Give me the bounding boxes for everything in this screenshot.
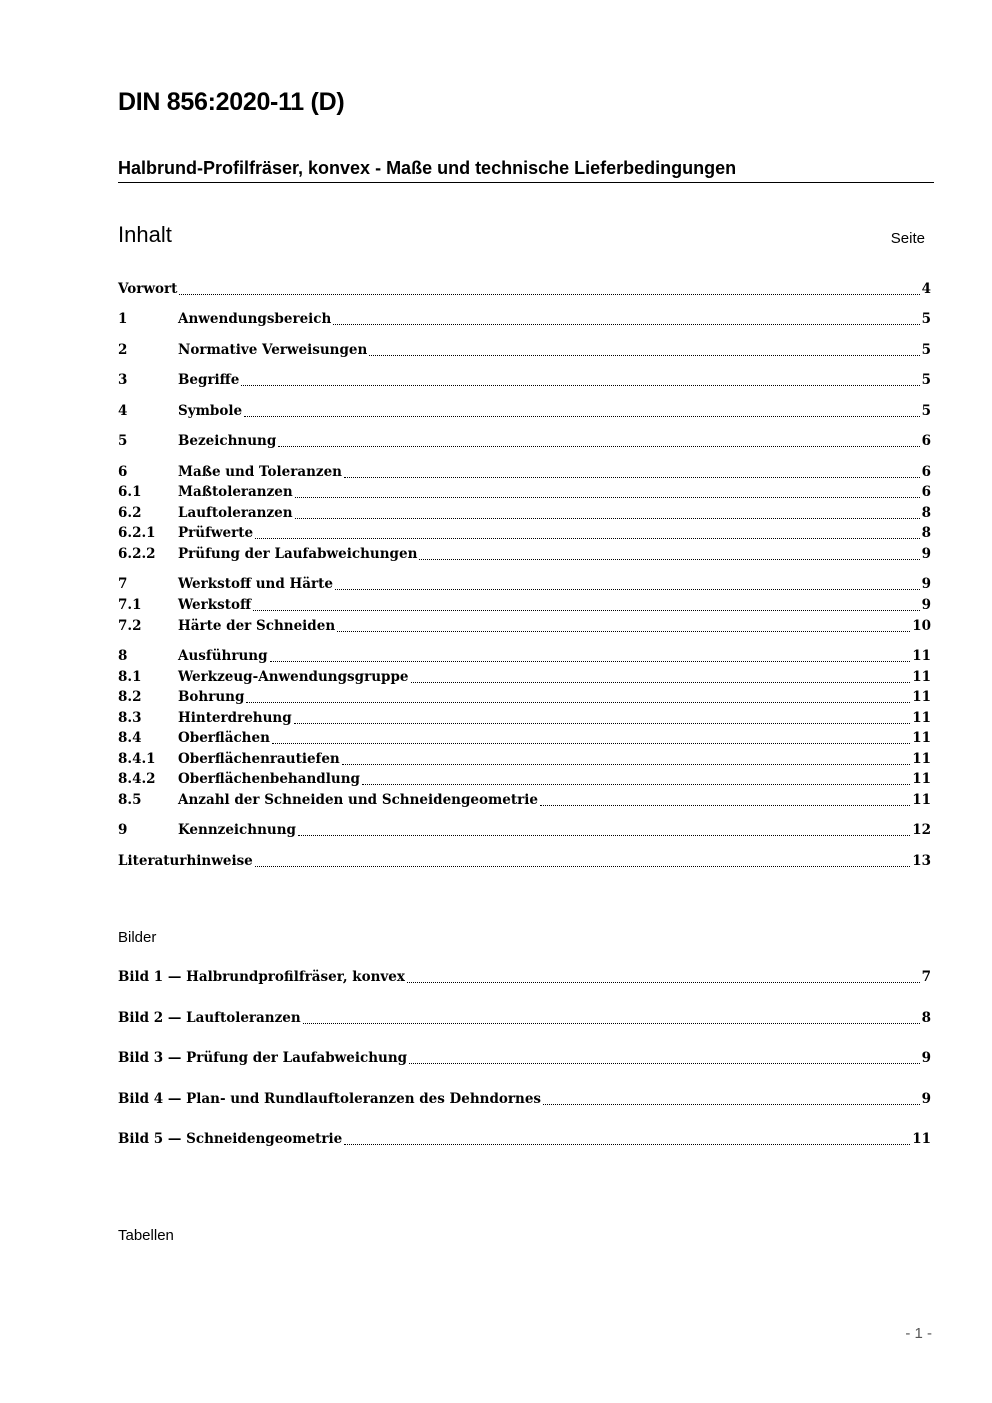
- toc-entry-page: 9: [921, 597, 931, 613]
- toc-entry-title: Härte der Schneiden: [178, 618, 336, 634]
- figure-entry-1[interactable]: [118, 969, 931, 987]
- page-column-label: Seite: [890, 230, 925, 247]
- document-subtitle: Halbrund-Profilfräser, konvex - Maße und technische Lieferbedingungen: [118, 158, 934, 183]
- toc-entry-page: 11: [912, 751, 931, 767]
- dot-leader: [246, 701, 910, 703]
- toc-entry-number: 8.4.1: [118, 751, 156, 767]
- dot-leader: [255, 865, 910, 867]
- tables-heading: Tabellen: [118, 1227, 174, 1244]
- toc-entry-8-3[interactable]: [118, 710, 931, 728]
- toc-entry-number: 6.2.1: [118, 525, 156, 541]
- toc-entry-6-1[interactable]: [118, 484, 931, 502]
- figure-entry-title: Bild 2 — Lauftoleranzen: [118, 1010, 301, 1026]
- toc-entry-number: 4: [118, 403, 128, 419]
- toc-entry-title: Bezeichnung: [178, 433, 277, 449]
- toc-entry-title: Ausführung: [178, 648, 268, 664]
- dot-leader: [298, 834, 910, 836]
- toc-entry-8-4[interactable]: [118, 730, 931, 748]
- figure-entry-3[interactable]: [118, 1050, 931, 1068]
- dot-leader: [335, 588, 920, 590]
- toc-entry-page: 11: [912, 689, 931, 705]
- figure-entry-4[interactable]: [118, 1091, 931, 1109]
- toc-entry-number: 8.1: [118, 669, 142, 685]
- dot-leader: [369, 354, 919, 356]
- toc-entry-number: 9: [118, 822, 128, 838]
- toc-entry-title: Prüfwerte: [178, 525, 254, 541]
- toc-entry-number: 2: [118, 342, 128, 358]
- toc-entry-title: Vorwort: [118, 281, 178, 297]
- toc-entry-title: Normative Verweisungen: [178, 342, 368, 358]
- toc-entry-page: 12: [912, 822, 931, 838]
- figure-entry-page: 8: [921, 1010, 931, 1026]
- dot-leader: [342, 763, 910, 765]
- toc-entry-number: 6.1: [118, 484, 142, 500]
- toc-entry-title: Oberflächen: [178, 730, 270, 746]
- toc-entry-page: 11: [912, 669, 931, 685]
- toc-entry-number: 8.2: [118, 689, 142, 705]
- toc-entry-number: 6.2.2: [118, 546, 156, 562]
- toc-entry-number: 8.5: [118, 792, 142, 808]
- toc-entry-6-2[interactable]: [118, 505, 931, 523]
- toc-entry-number: 6: [118, 464, 128, 480]
- dot-leader: [255, 537, 920, 539]
- figures-heading: Bilder: [118, 929, 157, 946]
- toc-entry-title: Werkzeug-Anwendungsgruppe: [178, 669, 409, 685]
- toc-entry-page: 6: [921, 433, 931, 449]
- page-number: - 1 -: [905, 1325, 932, 1342]
- dot-leader: [409, 1062, 920, 1064]
- toc-entry-page: 9: [921, 576, 931, 592]
- toc-entry-page: 6: [921, 464, 931, 480]
- toc-entry-title: Literaturhinweise: [118, 853, 253, 869]
- toc-entry-title: Maße und Toleranzen: [178, 464, 342, 480]
- toc-entry-title: Kennzeichnung: [178, 822, 296, 838]
- toc-entry-page: 11: [912, 730, 931, 746]
- toc-entry-title: Anzahl der Schneiden und Schneidengeometrie: [178, 792, 538, 808]
- toc-entry-8-2[interactable]: [118, 689, 931, 707]
- toc-entry-number: 8.4.2: [118, 771, 156, 787]
- toc-entry-6-2-2[interactable]: [118, 546, 931, 564]
- toc-entry-title: Lauftoleranzen: [178, 505, 293, 521]
- figure-entry-page: 9: [921, 1050, 931, 1066]
- dot-leader: [362, 783, 910, 785]
- toc-entry-7-1[interactable]: [118, 597, 931, 615]
- toc-entry-title: Hinterdrehung: [178, 710, 292, 726]
- toc-entry-page: 8: [921, 505, 931, 521]
- toc-entry-page: 5: [921, 403, 931, 419]
- dot-leader: [179, 293, 919, 295]
- toc-entry-8[interactable]: [118, 648, 931, 666]
- dot-leader: [253, 609, 920, 611]
- toc-entry-title: Oberflächenbehandlung: [178, 771, 360, 787]
- document-id: DIN 856:2020-11 (D): [118, 88, 345, 116]
- toc-entry-title: Oberflächenrautiefen: [178, 751, 340, 767]
- toc-entry-7-2[interactable]: [118, 618, 931, 636]
- toc-entry-title: Begriffe: [178, 372, 240, 388]
- dot-leader: [344, 1143, 910, 1145]
- contents-heading: Inhalt: [118, 222, 172, 247]
- toc-entry-3[interactable]: [118, 372, 931, 390]
- dot-leader: [344, 476, 920, 478]
- toc-entry-page: 5: [921, 342, 931, 358]
- toc-entry-number: 6.2: [118, 505, 142, 521]
- dot-leader: [294, 722, 911, 724]
- dot-leader: [295, 496, 920, 498]
- toc-entry-8-4-1[interactable]: [118, 751, 931, 769]
- toc-entry-7[interactable]: [118, 576, 931, 594]
- toc-entry-8-5[interactable]: [118, 792, 931, 810]
- toc-entry-5[interactable]: [118, 433, 931, 451]
- toc-entry-page: 11: [912, 710, 931, 726]
- dot-leader: [278, 445, 919, 447]
- toc-entry-page: 11: [912, 771, 931, 787]
- toc-entry-page: 13: [912, 853, 931, 869]
- toc-entry-page: 6: [921, 484, 931, 500]
- dot-leader: [543, 1103, 920, 1105]
- toc-entry-page: 4: [921, 281, 931, 297]
- toc-entry-2[interactable]: [118, 342, 931, 360]
- dot-leader: [303, 1022, 920, 1024]
- toc-entry-number: 1: [118, 311, 128, 327]
- toc-entry-page: 9: [921, 546, 931, 562]
- toc-entry-6-2-1[interactable]: [118, 525, 931, 543]
- figure-entry-5[interactable]: [118, 1131, 931, 1149]
- figure-entry-title: Bild 1 — Halbrundprofilfräser, konvex: [118, 969, 405, 985]
- toc-entry-number: 5: [118, 433, 128, 449]
- toc-entry-6[interactable]: [118, 464, 931, 482]
- dot-leader: [270, 660, 911, 662]
- toc-entry-title: Prüfung der Laufabweichungen: [178, 546, 418, 562]
- toc-entry-8-4-2[interactable]: [118, 771, 931, 789]
- figure-entry-title: Bild 4 — Plan- und Rundlauftoleranzen des Dehndornes: [118, 1091, 542, 1107]
- toc-entry-number: 7.2: [118, 618, 142, 634]
- toc-entry-number: 7: [118, 576, 128, 592]
- dot-leader: [407, 981, 920, 983]
- dot-leader: [244, 415, 920, 417]
- toc-entry-number: 8.4: [118, 730, 142, 746]
- dot-leader: [241, 384, 919, 386]
- toc-entry-1[interactable]: [118, 311, 931, 329]
- toc-entry-page: 11: [912, 792, 931, 808]
- dot-leader: [411, 681, 911, 683]
- toc-entry-number: 7.1: [118, 597, 142, 613]
- toc-entry-4[interactable]: [118, 403, 931, 421]
- dot-leader: [540, 804, 910, 806]
- toc-entry-page: 10: [912, 618, 931, 634]
- toc-entry-vorwort[interactable]: [118, 281, 931, 299]
- toc-entry-title: Werkstoff und Härte: [178, 576, 333, 592]
- toc-entry-title: Anwendungsbereich: [178, 311, 332, 327]
- figure-entry-page: 7: [921, 969, 931, 985]
- toc-entry-page: 8: [921, 525, 931, 541]
- dot-leader: [295, 517, 920, 519]
- toc-entry-number: 8: [118, 648, 128, 664]
- figure-entry-2[interactable]: [118, 1010, 931, 1028]
- toc-entry-title: Bohrung: [178, 689, 245, 705]
- toc-entry-title: Maßtoleranzen: [178, 484, 293, 500]
- figure-entry-page: 11: [912, 1131, 931, 1147]
- toc-entry-page: 5: [921, 372, 931, 388]
- dot-leader: [337, 630, 910, 632]
- dot-leader: [272, 742, 910, 744]
- figure-entry-title: Bild 5 — Schneidengeometrie: [118, 1131, 343, 1147]
- toc-entry-number: 8.3: [118, 710, 142, 726]
- dot-leader: [419, 558, 919, 560]
- toc-entry-page: 11: [912, 648, 931, 664]
- figure-entry-page: 9: [921, 1091, 931, 1107]
- toc-entry-literaturhinweise[interactable]: [118, 853, 931, 871]
- toc-entry-title: Symbole: [178, 403, 243, 419]
- toc-entry-page: 5: [921, 311, 931, 327]
- toc-entry-8-1[interactable]: [118, 669, 931, 687]
- dot-leader: [333, 323, 919, 325]
- figure-entry-title: Bild 3 — Prüfung der Laufabweichung: [118, 1050, 408, 1066]
- toc-entry-title: Werkstoff: [178, 597, 252, 613]
- toc-entry-9[interactable]: [118, 822, 931, 840]
- toc-entry-number: 3: [118, 372, 128, 388]
